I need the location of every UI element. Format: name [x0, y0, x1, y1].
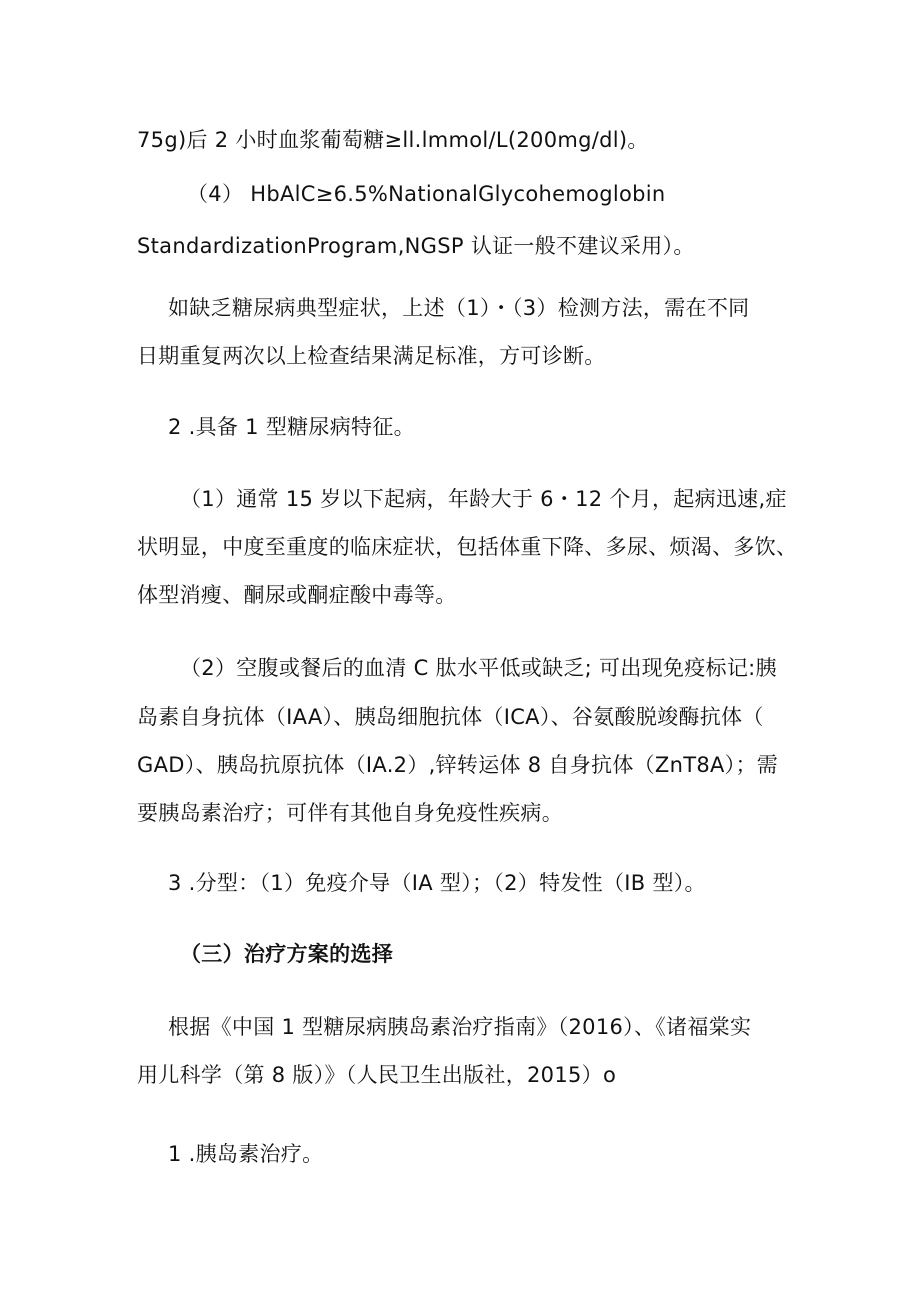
- text-line-feature2-3: GAD）、胰岛抗原抗体（IA.2）,锌转运体 8 自身抗体（ZnT8A）；需: [137, 753, 779, 777]
- text-line-ngsp: StandardizationProgram,NGSP 认证一般不建议采用）。: [137, 234, 695, 258]
- text-line-reference-2: 用儿科学（第 8 版）》（人民卫生出版社，2015）o: [137, 1063, 617, 1087]
- text-line-feature1-1: （1）通常 15 岁以下起病，年龄大于 6・12 个月，起病迅速,症: [180, 487, 787, 511]
- text-line-reference-1: 根据《中国 1 型糖尿病胰岛素治疗指南》（2016）、《诸福棠实: [168, 1015, 752, 1039]
- text-line-no-symptoms-2: 日期重复两次以上检查结果满足标准，方可诊断。: [137, 344, 606, 368]
- text-line-hba1c: （4） HbAlC≥6.5%NationalGlycohemoglobin: [187, 182, 666, 206]
- section-heading-classification: 3 .分型：（1）免疫介导（IA 型）；（2）特发性（IB 型）。: [168, 871, 706, 895]
- section-heading-treatment-choice: （三）治疗方案的选择: [180, 942, 393, 966]
- text-line-ogtt: 75g)后 2 小时血浆葡萄糖≥ll.lmmol/L(200mg/dl)。: [137, 128, 649, 152]
- text-line-feature2-4: 要胰岛素治疗；可伴有其他自身免疫性疾病。: [137, 801, 563, 825]
- text-line-feature2-1: （2）空腹或餐后的血清 C 肽水平低或缺乏; 可出现免疫标记:胰: [180, 656, 777, 680]
- text-line-no-symptoms-1: 如缺乏糖尿病典型症状，上述（1）・（3）检测方法，需在不同: [168, 296, 750, 320]
- text-line-feature1-3: 体型消瘦、酮尿或酮症酸中毒等。: [137, 583, 457, 607]
- section-heading-type1-features: 2 .具备 1 型糖尿病特征。: [168, 415, 415, 439]
- section-heading-insulin-therapy: 1 .胰岛素治疗。: [168, 1142, 324, 1166]
- text-line-feature1-2: 状明显，中度至重度的临床症状，包括体重下降、多尿、烦渴、多饮、: [137, 535, 798, 559]
- text-line-feature2-2: 岛素自身抗体（IAA）、胰岛细胞抗体（ICA）、谷氨酸脱竣酶抗体（: [137, 705, 764, 729]
